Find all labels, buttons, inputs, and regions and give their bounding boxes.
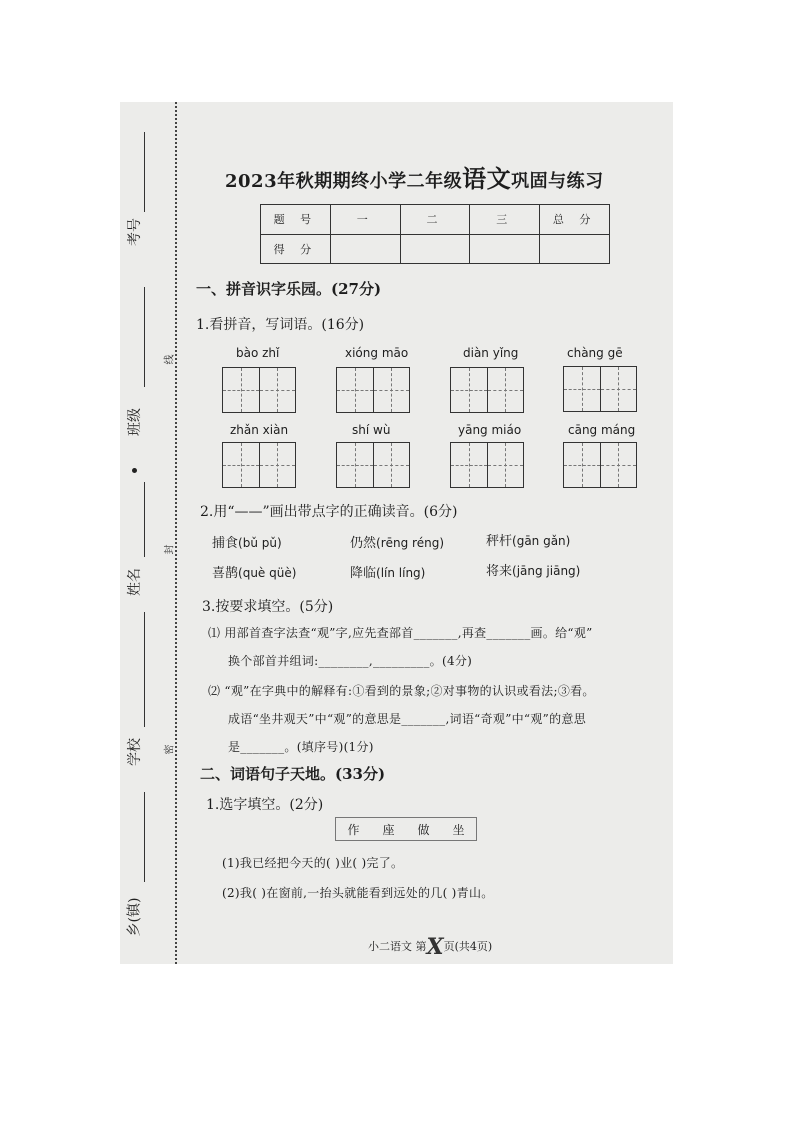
side-rule-exam-no [144, 132, 145, 212]
title-suffix: 巩固与练习 [511, 171, 604, 192]
word-pinyin-options: (lín líng) [376, 566, 426, 580]
fill-in-sentence[interactable]: (1)我已经把今天的( )业( )完了。 [222, 856, 404, 870]
side-rule-school [144, 612, 145, 727]
choice-char: 坐 [452, 822, 465, 837]
choice-char: 座 [382, 822, 395, 837]
section1-heading: 一、拼音识字乐园。(27分) [196, 280, 382, 298]
side-label-town: 乡(镇) [126, 897, 143, 937]
writing-grid[interactable] [450, 442, 524, 488]
score-table-score-row [261, 234, 610, 264]
q3-line: ⑵ “观”在字典中的解释有:①看到的景象;②对事物的认识或看法;③看。 [208, 684, 595, 698]
word-text: 喜鹊 [212, 566, 239, 581]
pinyin-label: cāng máng [568, 423, 636, 437]
word-text: 降临 [350, 566, 377, 581]
writing-grid[interactable] [336, 442, 410, 488]
q3-line: 换个部首并组词:________,_________。(4分) [228, 654, 473, 668]
word-text: 将来 [486, 564, 513, 579]
word-text: 捕食 [212, 536, 239, 551]
fill-in-sentence[interactable]: (2)我( )在窗前,一抬头就能看到远处的几( )青山。 [222, 886, 494, 900]
pinyin-label: zhǎn xiàn [230, 423, 289, 437]
section2-heading: 二、词语句子天地。(33分) [200, 765, 386, 783]
writing-grid[interactable] [222, 367, 296, 413]
pronunciation-item[interactable] [212, 532, 282, 551]
side-mark-seal: 封 [164, 544, 176, 555]
pinyin-label: bào zhǐ [236, 346, 280, 360]
title-prefix: 2023年秋期期终小学二年级 [225, 171, 463, 192]
side-label-class: 班级 [127, 408, 143, 436]
pronunciation-item[interactable] [212, 562, 296, 581]
side-rule-name [144, 482, 145, 557]
side-mark-line: 线 [164, 354, 176, 365]
pinyin-label: yāng miáo [458, 423, 522, 437]
pronunciation-item[interactable] [486, 530, 570, 549]
side-rule-class [144, 287, 145, 387]
bullet-dot [132, 468, 137, 473]
section2-q1-label: 1.选字填空。(2分) [206, 797, 324, 813]
binding-dotted-line [175, 102, 177, 964]
footer-left-text: 小二语文 第 [368, 940, 427, 953]
side-mark-secret: 密 [164, 744, 176, 755]
score-header-cell: 题 号 [261, 205, 331, 235]
writing-grid[interactable] [222, 442, 296, 488]
section1-q2-label: 2.用“——”画出带点字的正确读音。(6分) [200, 504, 458, 520]
pinyin-label: shí wù [352, 423, 391, 437]
pinyin-label: diàn yǐng [463, 346, 519, 360]
pronunciation-item[interactable] [486, 560, 580, 579]
word-pinyin-options: (jāng jiāng) [512, 564, 581, 578]
exam-title [225, 159, 604, 194]
word-pinyin-options: (què qüè) [238, 566, 297, 580]
side-rule-town [144, 792, 145, 882]
score-cell[interactable] [540, 234, 610, 264]
page-footer [368, 934, 492, 960]
writing-grid[interactable] [450, 367, 524, 413]
score-table-header-row [261, 205, 610, 235]
score-header-cell: 三 [470, 205, 540, 235]
q3-line: 成语“坐井观天”中“观”的意思是_______,词语“奇观”中“观”的意思 [228, 712, 586, 726]
handwritten-x-mark: X [426, 934, 444, 960]
writing-grid[interactable] [563, 442, 637, 488]
pronunciation-item[interactable] [350, 562, 425, 581]
score-header-cell: 一 [330, 205, 400, 235]
score-table [260, 204, 610, 264]
writing-grid[interactable] [336, 367, 410, 413]
score-header-cell: 总 分 [540, 205, 610, 235]
title-emphasis: 语文 [462, 164, 512, 193]
pinyin-label: chàng gē [567, 346, 623, 360]
word-text: 仍然 [350, 536, 377, 551]
side-label-name: 姓名 [127, 568, 143, 596]
score-header-cell: 二 [400, 205, 470, 235]
section1-q1-label: 1.看拼音，写词语。(16分) [196, 317, 365, 333]
choice-char: 做 [417, 822, 430, 837]
pinyin-label: xióng māo [345, 346, 409, 360]
word-pinyin-options: (rēng réng) [376, 536, 445, 550]
score-cell[interactable] [470, 234, 540, 264]
section1-q3-label: 3.按要求填空。(5分) [202, 599, 334, 615]
score-row-label: 得 分 [261, 234, 331, 264]
side-label-school: 学校 [127, 738, 143, 766]
score-cell[interactable] [400, 234, 470, 264]
footer-right-text: 页(共4页) [443, 940, 493, 953]
word-choice-box [335, 817, 477, 841]
word-text: 秤杆 [486, 534, 513, 549]
writing-grid[interactable] [563, 366, 637, 412]
word-pinyin-options: (gān gǎn) [512, 534, 571, 548]
choice-char: 作 [347, 822, 360, 837]
score-cell[interactable] [330, 234, 400, 264]
word-pinyin-options: (bǔ pǔ) [238, 536, 282, 550]
pronunciation-item[interactable] [350, 532, 444, 551]
side-label-exam-no: 考号 [127, 218, 143, 246]
exam-paper [120, 102, 673, 964]
q3-line: 是_______。(填序号)(1分) [228, 740, 374, 754]
q3-line: ⑴ 用部首查字法查“观”字,应先查部首_______,再查_______画。给“观” [208, 626, 593, 640]
